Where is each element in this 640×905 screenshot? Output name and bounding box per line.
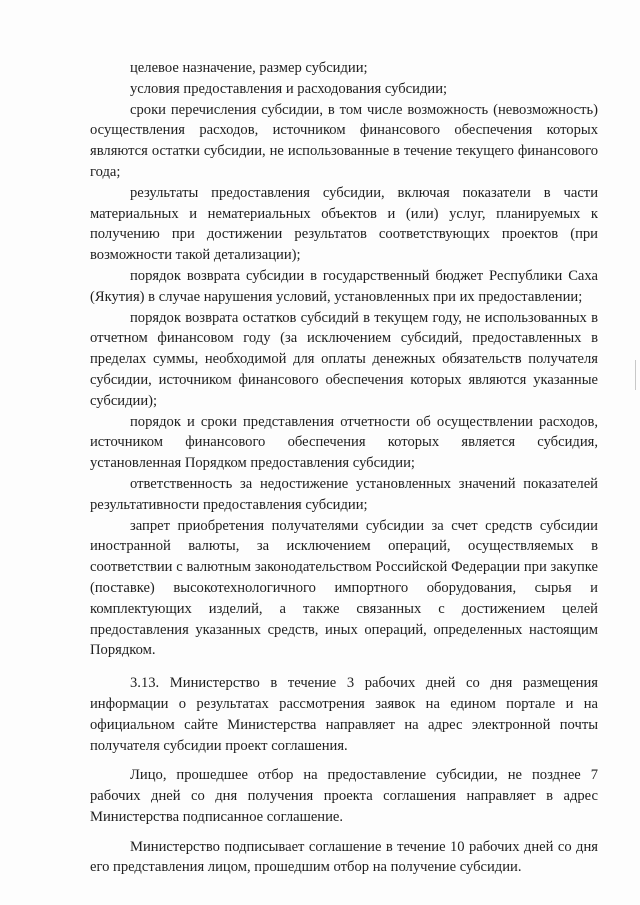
paragraph-results: результаты предоставления субсидии, включая показатели в части материальных и нематериальных объектов и (или) услуг, планируемых к получению при достижении результатов соответствующих проектов (при возможности такой детализации); (90, 184, 598, 264)
paragraph-return-procedure: порядок возврата субсидии в государственный бюджет Республики Саха (Якутия) в случае нарушения условий, установленных при их предоставлении; (90, 267, 598, 305)
scan-edge-mark (635, 360, 636, 390)
paragraph-reporting: порядок и сроки представления отчетности об осуществлении расходов, источником финансового обеспечения которых является субсидия, установленная Порядком предоставления субсидии; (90, 413, 598, 472)
paragraph-responsibility: ответственность за недостижение установленных значений показателей результативности предоставления субсидии; (90, 475, 598, 513)
paragraph-section-3-13: 3.13. Министерство в течение 3 рабочих дней со дня размещения информации о результатах рассмотрения заявок на едином портале и на официальном сайте Министерства направляет на адрес электронной почты получателя субсидии проект соглашения. (90, 675, 598, 754)
paragraph-ministry-signs: Министерство подписывает соглашение в течение 10 рабочих дней со дня его представления лицом, прошедшим отбор на получение субсидии. (90, 838, 598, 876)
paragraph-remainder-return: порядок возврата остатков субсидий в текущем году, не использованных в отчетном финансовом году (за исключением субсидий, предоставленных в пределах суммы, необходимой для оплаты денежных обязательств получателя субсидии, источником финансового обеспечения которых являются указанные субсидии); (90, 309, 598, 409)
paragraph-signed-agreement: Лицо, прошедшее отбор на предоставление субсидии, не позднее 7 рабочих дней со дня получения проекта соглашения направляет в адрес Министерства подписанное соглашение. (90, 767, 598, 825)
document-body (90, 58, 598, 878)
paragraph-conditions: условия предоставления и расходования субсидии; (130, 80, 448, 97)
paragraph-currency-ban: запрет приобретения получателями субсидии за счет средств субсидии иностранной валюты, за исключением операций, осуществляемых в соответствии с валютным законодательством Российской Федерации при закупке (поставке) высокотехнологичного импортного оборудования, сырья и комплектующих изделий, а также связанных с достижением целей предоставления указанных средств, иных операций, определенных настоящим Порядком. (90, 517, 598, 659)
paragraph-transfer-terms: сроки перечисления субсидии, в том числе возможность (невозможность) осуществления расходов, источником финансового обеспечения которых являются остатки субсидии, не использованные в течение текущего финансового года; (90, 101, 598, 180)
paragraph-subsidy-purpose: целевое назначение, размер субсидии; (130, 60, 368, 76)
